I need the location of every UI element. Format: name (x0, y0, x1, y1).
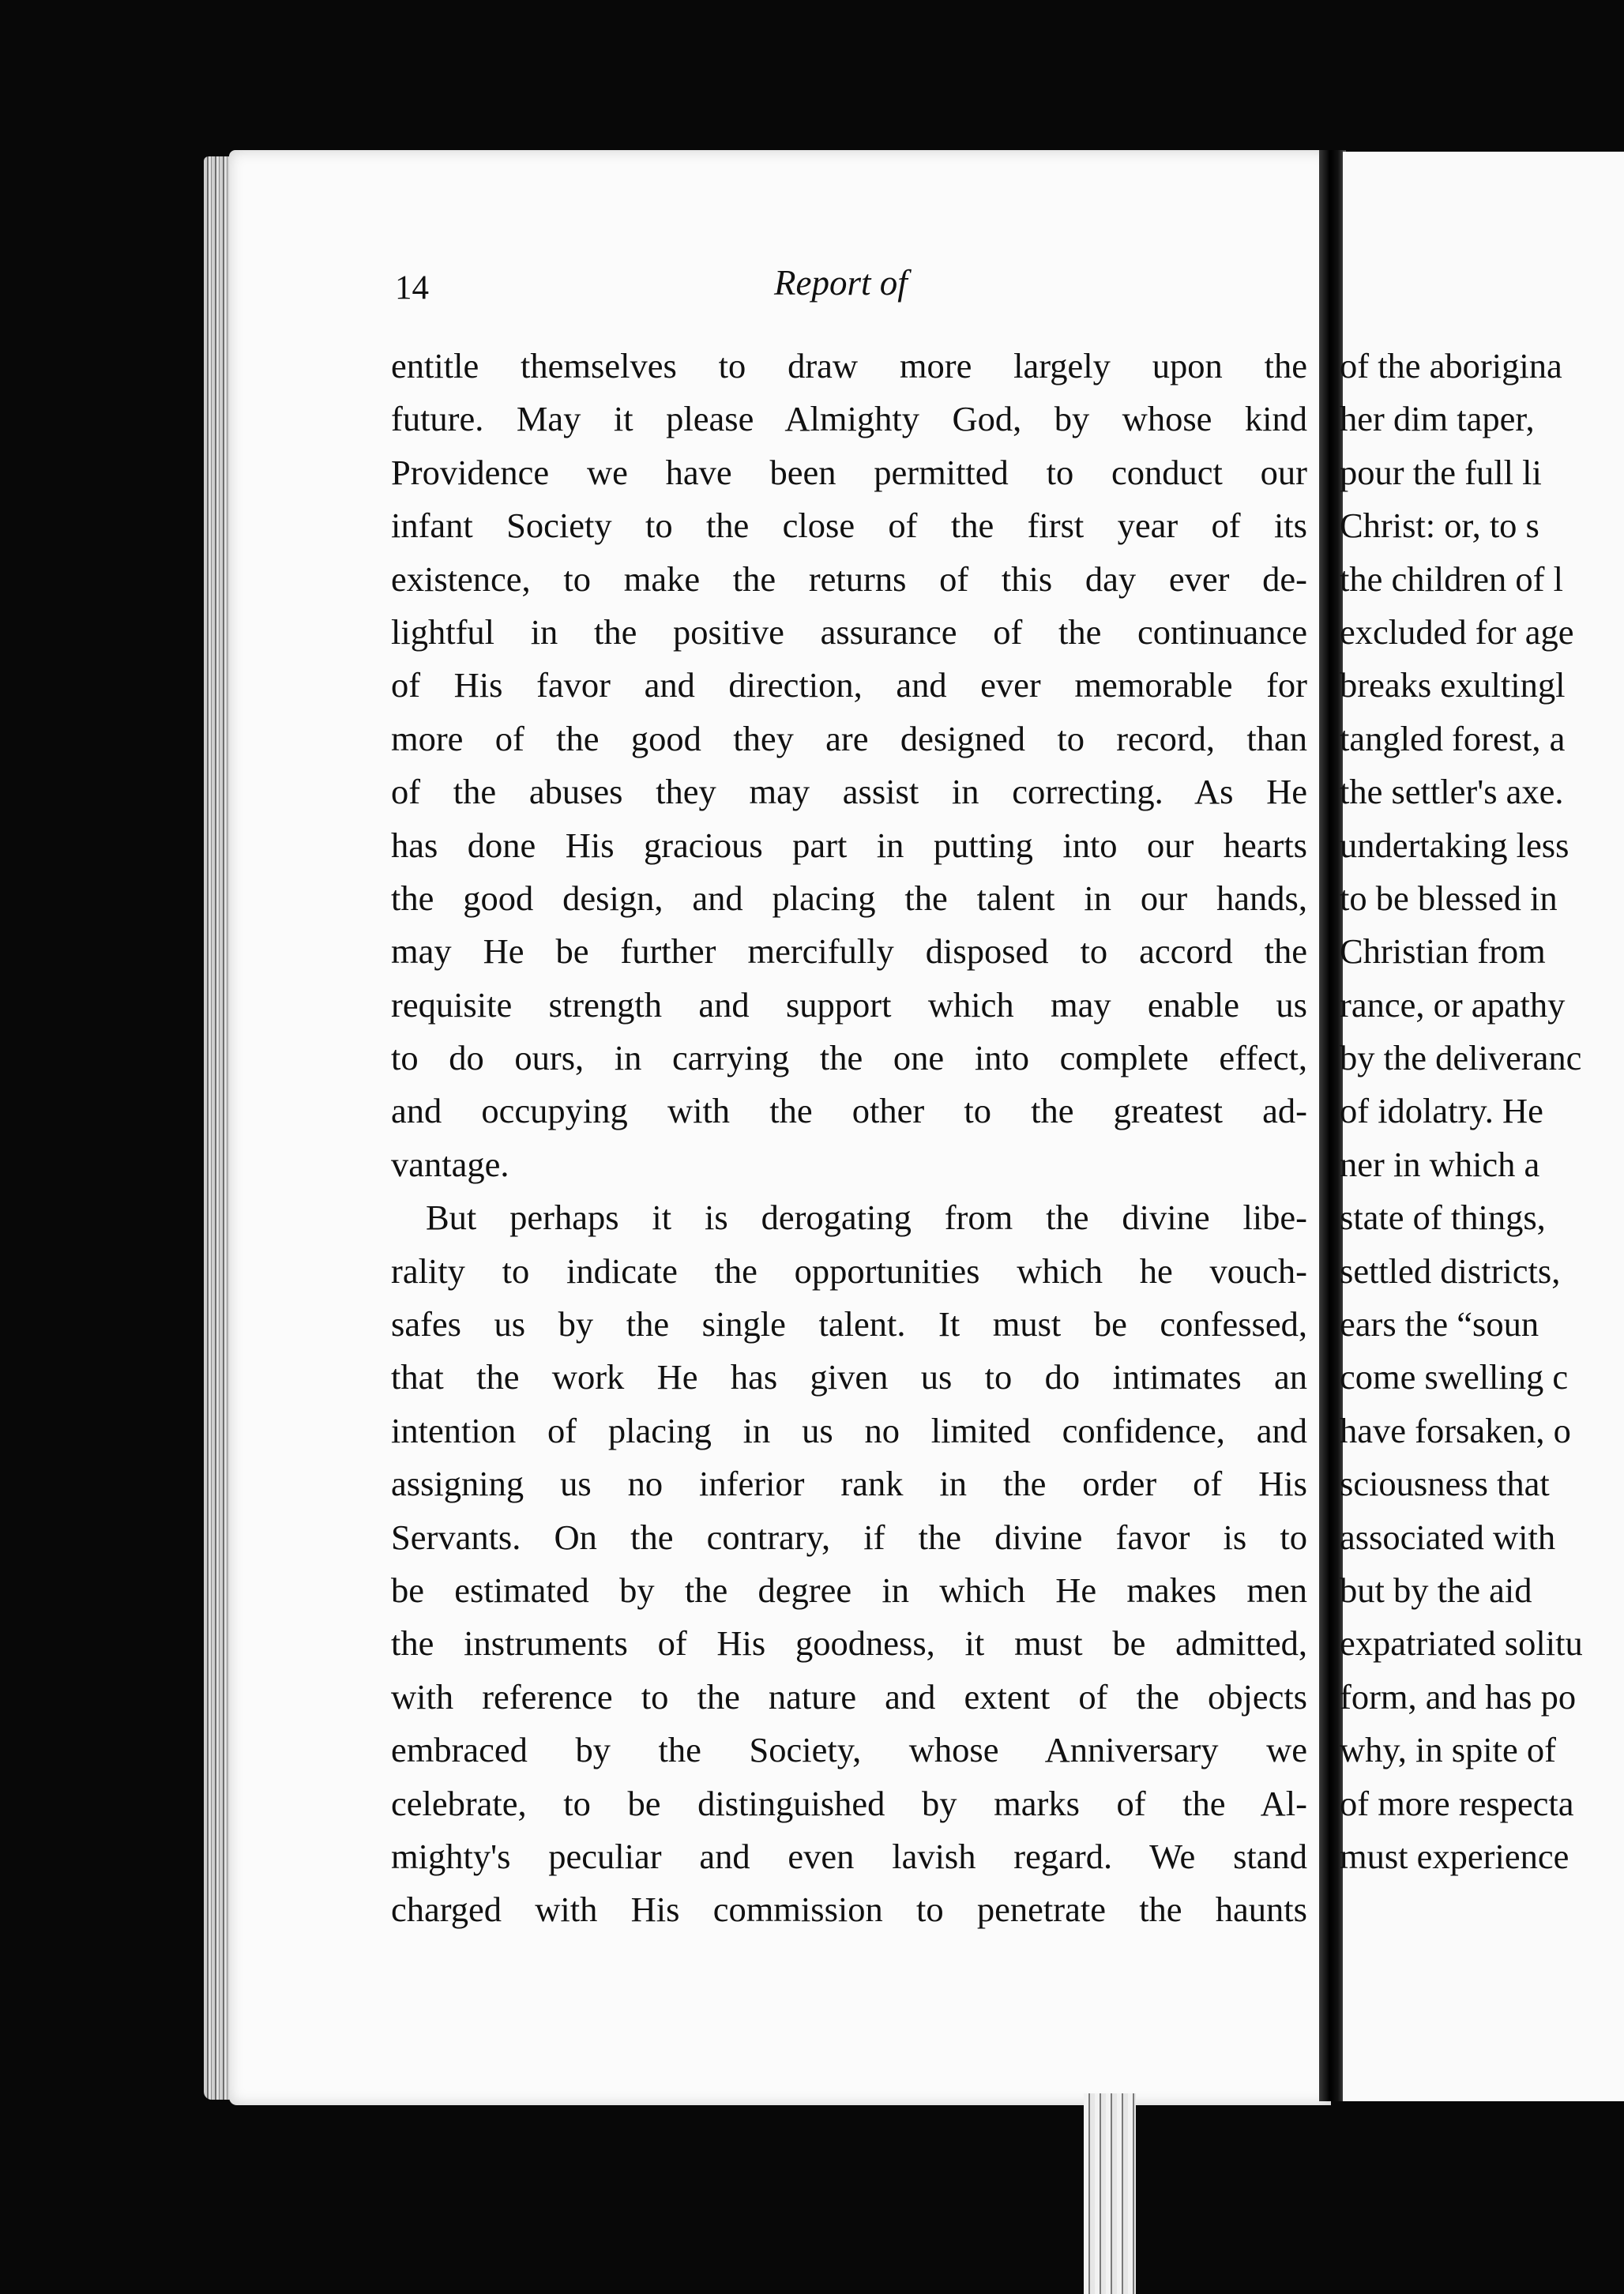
text-line: come swelling c (1340, 1357, 1569, 1397)
text-line: with reference to the nature and extent of the objects (391, 1676, 1307, 1717)
text-line: of idolatry. He (1340, 1091, 1543, 1131)
text-line: the settler's axe. (1340, 772, 1564, 812)
text-line: that the work He has given us to do intimates an (391, 1357, 1307, 1397)
text-line: has done His gracious part in putting into our hearts (391, 825, 1307, 865)
text-line: have forsaken, o (1340, 1410, 1571, 1450)
text-line: rance, or apathy (1340, 984, 1566, 1025)
text-line: to do ours, in carrying the one into complete effect, (391, 1038, 1307, 1078)
text-line: requisite strength and support which may enable us (391, 984, 1307, 1025)
bookmark-tab (1084, 2093, 1136, 2294)
text-line: sciousness that (1340, 1464, 1550, 1504)
text-line: of the abuses they may assist in correcting. As He (391, 772, 1307, 812)
text-line: but by the aid (1340, 1570, 1532, 1610)
text-line: must experience (1340, 1836, 1569, 1876)
text-line: safes us by the single talent. It must be confessed, (391, 1304, 1307, 1344)
right-page-body (1340, 340, 1624, 1883)
text-line: undertaking less (1340, 825, 1569, 865)
text-line: of His favor and direction, and ever memorable for (391, 665, 1307, 705)
text-line: the good design, and placing the talent in our hands, (391, 878, 1307, 918)
text-line: the instruments of His goodness, it must be admitted, (391, 1623, 1307, 1664)
text-line: Providence we have been permitted to conduct our (391, 452, 1307, 492)
text-line: may He be further mercifully disposed to accord the (391, 931, 1307, 972)
text-line: intention of placing in us no limited confidence, and (391, 1410, 1307, 1450)
left-page-body (391, 340, 1307, 1937)
text-line: Servants. On the contrary, if the divine favor is to (391, 1517, 1307, 1557)
text-line: Christ: or, to s (1340, 506, 1539, 546)
text-line: future. May it please Almighty God, by whose kind (391, 399, 1307, 439)
text-line: But perhaps it is derogating from the divine libe- (426, 1198, 1307, 1238)
text-line: her dim taper, (1340, 399, 1535, 439)
text-line: pour the full li (1340, 452, 1542, 492)
text-line: of more respecta (1340, 1783, 1574, 1823)
text-line: mighty's peculiar and even lavish regard. We stand (391, 1836, 1307, 1876)
text-line: vantage. (391, 1144, 509, 1184)
text-line: charged with His commission to penetrate the haunts (391, 1890, 1307, 1930)
text-line: existence, to make the returns of this day ever de- (391, 558, 1307, 599)
text-line: tangled forest, a (1340, 718, 1566, 758)
text-line: assigning us no inferior rank in the order of His (391, 1464, 1307, 1504)
text-line: Christian from (1340, 931, 1546, 972)
text-line: be estimated by the degree in which He makes men (391, 1570, 1307, 1610)
text-line: expatriated solitu (1340, 1623, 1583, 1664)
text-line: why, in spite of (1340, 1730, 1556, 1770)
text-line: infant Society to the close of the first year of its (391, 506, 1307, 546)
running-head: Report of (774, 263, 908, 303)
text-line: embraced by the Society, whose Anniversary we (391, 1730, 1307, 1770)
text-line: lightful in the positive assurance of the continuance (391, 611, 1307, 652)
text-line: entitle themselves to draw more largely upon the (391, 346, 1307, 385)
text-line: and occupying with the other to the greatest ad- (391, 1091, 1307, 1131)
text-line: by the deliveranc (1340, 1038, 1582, 1078)
text-line: more of the good they are designed to record, than (391, 718, 1307, 758)
text-line: celebrate, to be distinguished by marks of the Al- (391, 1783, 1307, 1823)
page-number: 14 (395, 269, 429, 306)
text-line: ears the “soun (1340, 1304, 1539, 1344)
text-line: excluded for age (1340, 611, 1574, 652)
text-line: the children of l (1340, 558, 1563, 599)
text-line: rality to indicate the opportunities which he vouch- (391, 1250, 1307, 1291)
text-line: state of things, (1340, 1198, 1546, 1238)
text-line: breaks exultingl (1340, 665, 1566, 705)
text-line: form, and has po (1340, 1676, 1577, 1717)
text-line: associated with (1340, 1517, 1556, 1557)
text-line: ner in which a (1340, 1144, 1540, 1184)
text-line: to be blessed in (1340, 878, 1558, 918)
text-line: settled districts, (1340, 1250, 1561, 1291)
text-line: of the aborigina (1340, 346, 1562, 385)
